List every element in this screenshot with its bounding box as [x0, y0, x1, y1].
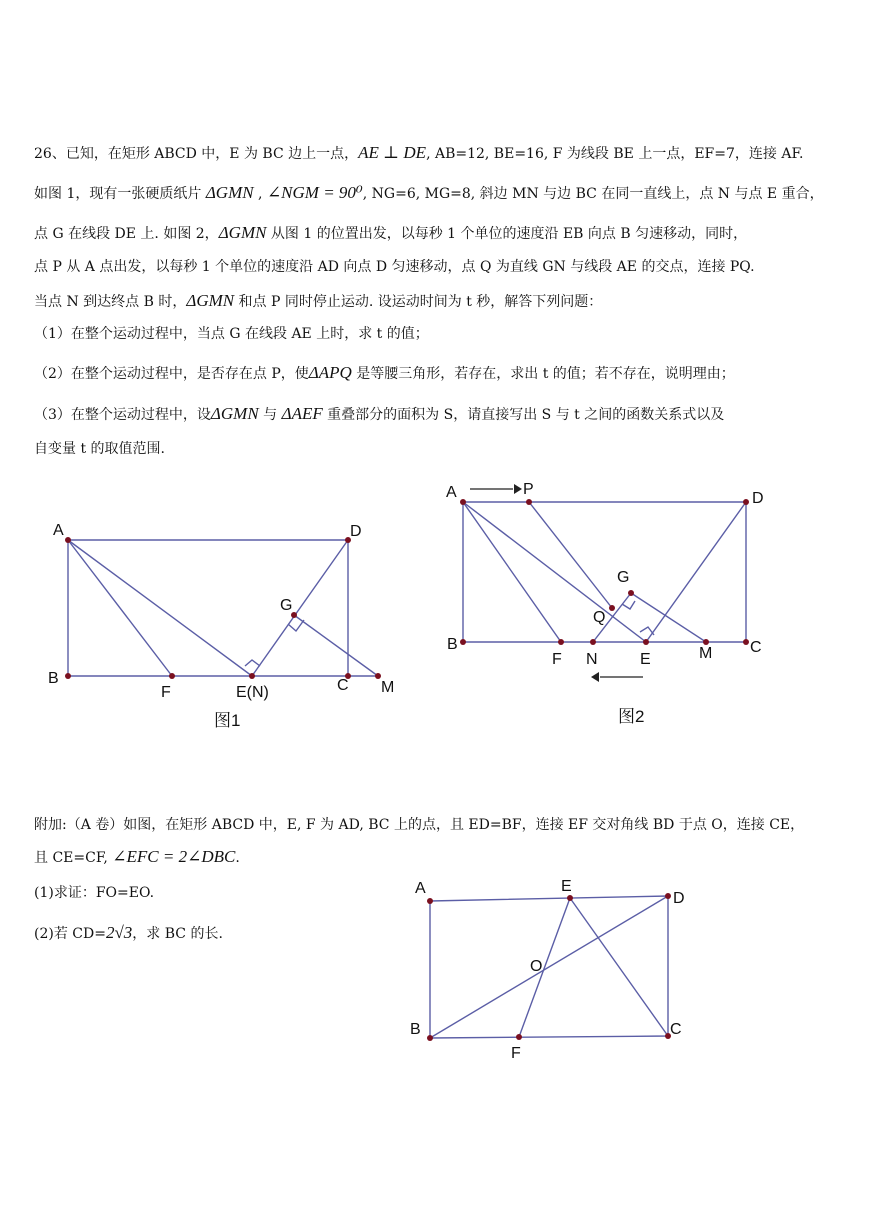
fig3-label-O: O [530, 958, 543, 975]
fig2-label-B: B [447, 636, 458, 653]
fig1-label-C: C [337, 677, 349, 694]
fig1-label-A: A [53, 522, 64, 539]
problem26-line3: 点 G 在线段 DE 上. 如图 2，ΔGMN 从图 1 的位置出发，以每秒 1 个单位的速度沿 EB 向点 B 匀速移动，同时， [34, 223, 748, 242]
fig1-label-F: F [161, 684, 171, 701]
problem26-line5: 当点 N 到达终点 B 时，ΔGMN 和点 P 同时停止运动. 设运动时间为 t 秒，解答下列问题： [34, 291, 603, 310]
fig2-label-G: G [617, 569, 630, 586]
fig2-label-E: E [640, 651, 651, 668]
fig1-label-EN: E(N) [236, 684, 269, 701]
fig3-label-D: D [673, 890, 685, 907]
figure2-caption: 图2 [618, 707, 645, 726]
math-2-sqrt-3: 2√3 [105, 923, 133, 942]
fig3-label-C: C [670, 1021, 682, 1038]
fig1-label-G: G [280, 597, 293, 614]
question-1: （1）在整个运动过程中，当点 G 在线段 AE 上时，求 t 的值； [34, 326, 429, 342]
figure3-lines [430, 896, 668, 1038]
fig3-label-A: A [415, 880, 426, 897]
point-markers [65, 499, 749, 1041]
addon-question-2: (2)若 CD=2√3，求 BC 的长. [34, 923, 223, 942]
question-2: （2）在整个运动过程中，是否存在点 P，使ΔAPQ 是等腰三角形，若存在，求出 t 的值；若不存在，说明理由； [34, 363, 735, 382]
question-3: （3）在整个运动过程中，设ΔGMN 与 ΔAEF 重叠部分的面积为 S，请直接写出 S 与 t 之间的函数关系式以及 [34, 404, 725, 423]
addon-line1: 附加:（A 卷）如图，在矩形 ABCD 中，E, F 为 AD, BC 上的点，且 ED=BF，连接 EF 交对角线 BD 于点 O，连接 CE， [34, 817, 805, 833]
fig2-label-A: A [446, 484, 457, 501]
problem26-line1: 26、已知，在矩形 ABCD 中，E 为 BC 边上一点，AE ⊥ DE, AB=12, BE=16, F 为线段 BE 上一点，EF=7，连接 AF. [34, 143, 804, 162]
arrow-right-icon [514, 484, 522, 494]
arrow-left-icon [591, 672, 599, 682]
addon-line2: 且 CE=CF, ∠EFC = 2∠DBC. [34, 847, 240, 866]
problem26-line2: 如图 1，现有一张硬质纸片 ΔGMN , ∠NGM = 90⁰, NG=6, MG=8, 斜边 MN 与边 BC 在同一直线上，点 N 与点 E 重合， [34, 183, 824, 202]
fig3-label-B: B [410, 1021, 421, 1038]
math-angle-ngm: ∠NGM = 90⁰ [266, 183, 363, 202]
fig1-label-D: D [350, 523, 362, 540]
fig2-label-C: C [750, 639, 762, 656]
problem26-line4: 点 P 从 A 点出发，以每秒 1 个单位的速度沿 AD 向点 D 匀速移动，点 Q 为直线 GN 与线段 AE 的交点，连接 PQ. [34, 259, 755, 275]
addon-question-1: (1)求证：FO=EO. [34, 885, 155, 901]
fig2-label-Q: Q [593, 609, 606, 626]
fig2-label-D: D [752, 490, 764, 507]
fig3-label-E: E [561, 878, 572, 895]
figure1-caption: 图1 [214, 711, 241, 730]
fig2-label-M: M [699, 645, 713, 662]
question-3-cont: 自变量 t 的取值范围. [34, 441, 165, 457]
math-ae-perp-de: AE ⊥ DE [358, 143, 427, 162]
fig2-label-P: P [523, 481, 534, 498]
fig1-label-M: M [381, 679, 395, 696]
fig1-label-B: B [48, 670, 59, 687]
fig2-label-F: F [552, 651, 562, 668]
math-angle-efc: ∠EFC = 2∠DBC [112, 847, 236, 866]
fig2-label-N: N [586, 651, 598, 668]
figure1-lines [68, 540, 378, 676]
fig3-label-F: F [511, 1045, 521, 1062]
